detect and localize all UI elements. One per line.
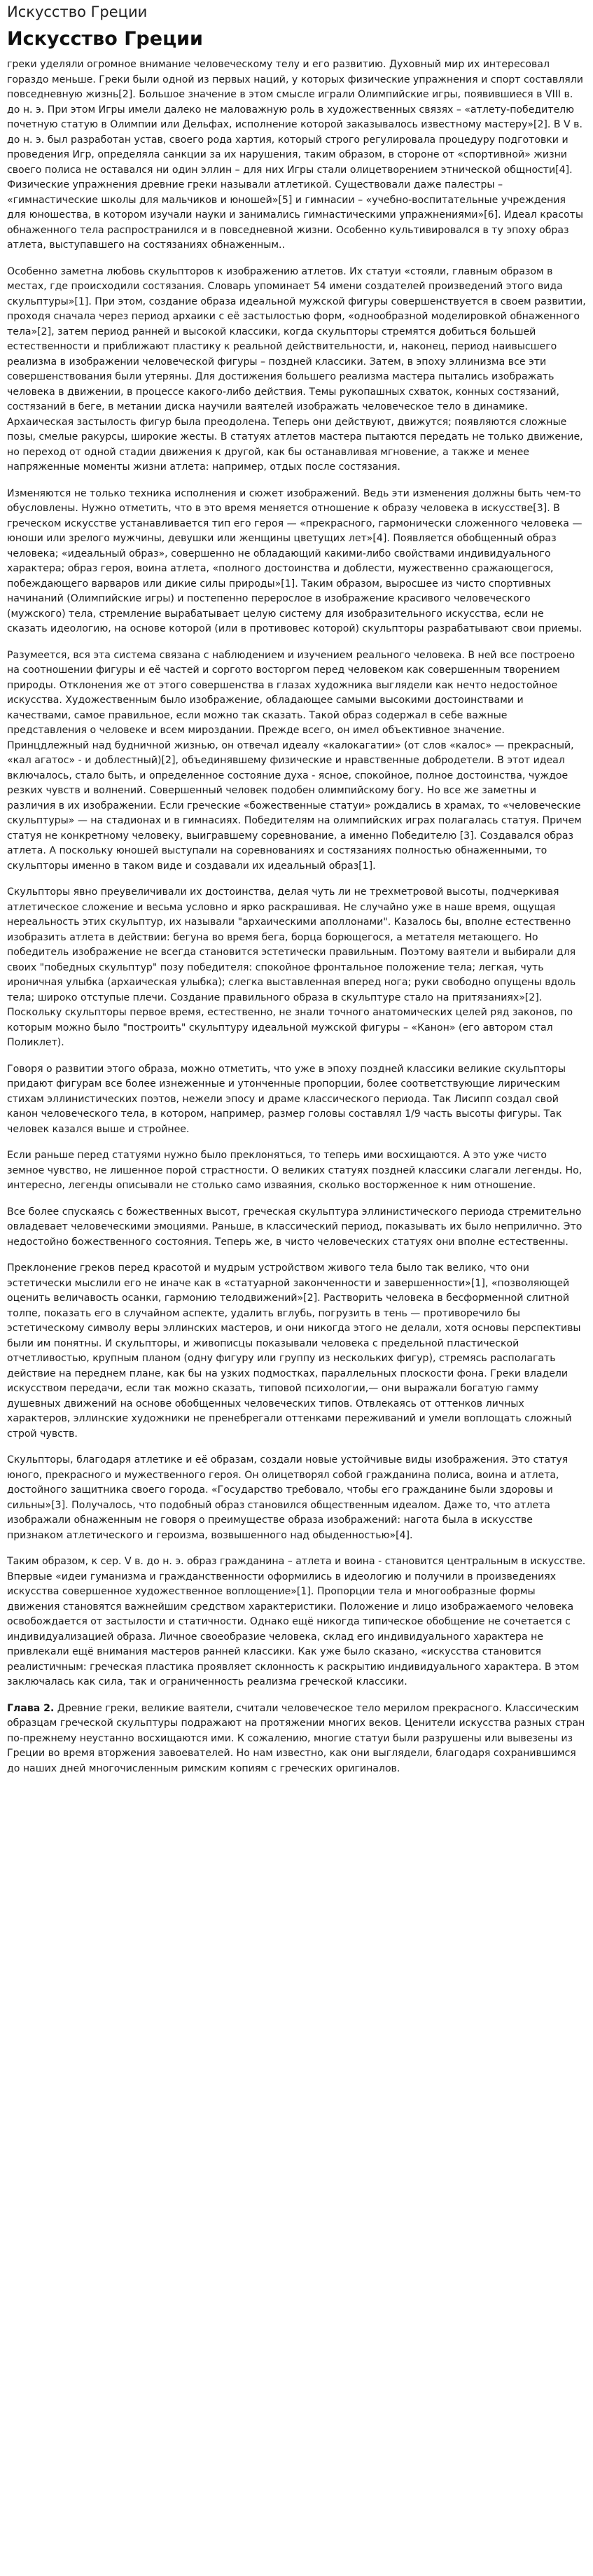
paragraph-8: Все более спускаясь с божественных высот, греческая скульптура эллинистического периода стремительно овладевает человеческими эмоциями. Раньше, в классический период, показывать их было неприлично. Это недостойно божественного состояния. Теперь же, в чисто человеческих статуях они вполне естественны.	[7, 1206, 582, 1248]
chapter-label: Глава 2.	[7, 1702, 55, 1714]
paragraph-12-text: Древние греки, великие ваятели, считали человеческое тело мерилом прекрасного. Классическим образцам греческой скульптуры подражают на протяжении многих веков. Ценители искусства разных стран по-прежнему неустанно восхищаются ими. К сожалению, многие статуи были разрушены или вывезены из Греции во время вторжения завоевателей. Но нам известно, как они выглядели, благодаря сохранившимся до наших дней многочисленным римским копиям с греческих оригиналов.	[7, 1702, 585, 1774]
paragraph-9: Преклонение греков перед красотой и мудрым устройством живого тела было так велико, что они эстетически мыслили его не иначе как в «статуарной законченности и завершенности»[1], «позволяющей оценить величавость осанки, гармонию телодвижений»[2]. Растворить человека в бесформенной слитной толпе, показать его в случайном аспекте, удалить вглубь, погрузить в тень — противоречило бы эстетическому символу веры эллинских мастеров, и они никогда этого не делали, хотя основы перспективы были им понятны. И скульпторы, и живописцы показывали человека с предельной пластической отчетливостью, крупным планом (одну фигуру или группу из нескольких фигур), стремясь располагать действие на переднем плане, как бы на узких подмостках, параллельных плоскости фона. Греки владели искусством передачи, если так можно сказать, типовой психологии,— они выражали богатую гамму душевных движений на основе обобщенных человеческих типов. Отвлекаясь от оттенков личных характеров, эллинские художники не пренебрегали оттенками переживаний и умели воплощать сложный строй чувств.	[7, 1262, 581, 1440]
paragraph-10: Скульпторы, благодаря атлетике и её образам, создали новые устойчивые виды изображения. Это статуя юного, прекрасного и мужественного героя. Он олицетворял собой гражданина полиса, воина и атлета, достойного защитника своего города. «Государство требовало, чтобы его гражданине были здоровы и сильны»[3]. Получалось, что подобный образ становился общественным идеалом. Даже то, что атлета изображали обнаженным не говоря о преимуществе образа изображений: нагота была в искусстве признаком атлетического и героизма, возвышенного над обыденностью»[4].	[7, 1454, 568, 1541]
paragraph-5: Скульпторы явно преувеличивали их достоинства, делая чуть ли не трехметровой высоты, подчеркивая атлетическое сложение и весьма условно и ярко раскрашивая. Не случайно уже в наше время, ощущая нереальность этих скульптур, их называли "архаическими аполлонами". Казалось бы, вполне естественно изобразить атлета в действии: бегуна во время бега, борца борющегося, а метателя метающего. Но победитель изображение не всегда становится эстетически правильным. Поэтому ваятели и выбирали для своих "победных скульптур" позу победителя: спокойное фронтальное положение тела; легкая, чуть ироничная улыбка (архаическая улыбка); слегка выставленная вперед нога; руки свободно опущены вдоль тела; широко отступые плечи. Создание правильного образа в скульптуре стало на притязаниях»[2]. Поскольку скульпторы первое время, естественно, не знали точного анатомических целей ряд законов, по которым можно было "построить" скульптуру идеальной мужской фигуры – «Канон» (его автором стал Поликлет).	[7, 886, 576, 1048]
page-title: Искусство Греции	[7, 28, 203, 50]
paragraph-12	[7, 1701, 586, 1777]
paragraph-7: Если раньше перед статуями нужно было преклоняться, то теперь ими восхищаются. А это уже чисто земное чувство, не лишенное порой страстности. О великих статуях поздней классики слагали легенды. Но, интересно, легенды описывали не столько само изваяния, сколько восторженное к ним отношение.	[7, 1150, 582, 1191]
paragraph-11: Таким образом, к сер. V в. до н. э. образ гражданина – атлета и воина - становится центральным в искусстве. Впервые «идеи гуманизма и гражданственности оформились в идеологию и получили в произведениях искусства совершенное художественное воплощение»[1]. Пропорции тела и многообразные формы движения становятся важнейшим средством характеристики. Положение и лицо изображаемого человека освобождается от застылости и статичности. Однако ещё никогда типическое обобщение не сочетается с индивидуализацией образа. Личное своеобразие человека, склад его индивидуального характера не привлекали ещё внимания мастеров ранней классики. Как уже было сказано, «искусства становится реалистичным: греческая пластика проявляет склонность к раскрытию индивидуального характера. В этом заключалась как сила, так и ограниченность реализма греческой классики.	[7, 1556, 586, 1687]
paragraph-4: Разумеется, вся эта система связана с наблюдением и изучением реального человека. В ней все построено на соотношении фигуры и её частей и соргото восторгом перед человеком как совершенным творением природы. Отклонения же от этого совершенства в глазах художника выглядели как нечто недостойное искусства. Художественным было изображение, обладающее самыми высокими достоинствами и качествами, самое правильное, если можно так сказать. Такой образ содержал в себе важные представления о человеке и всем мироздании. Прежде всего, он имел объективное значение. Принцдлежный над будничной жизнью, он отвечал идеалу «калокагатии» (от слов «калос» — прекрасный, «кал агатос» - и доблестный)[2], объединявшему физические и нравственные добродетели. В этот идеал включалось, стало быть, и определенное состояние духа - ясное, спокойное, полное достоинства, чуждое резких чувств и волнений. Совершенный человек подобен олимпийскому богу. Но все же заметны и различия в их изображении. Если греческие «божественные статуи» рождались в храмах, то «человеческие скульптуры» — на стадионах и в гимнасиях. Победителям на олимпийских играх полагалась статуя. Причем статуя не конкретному человеку, выигравшему соревнование, а именно Победителю [3]. Создавался образ атлета. А поскольку юношей выступали на соревнованиях и состязаниях полностью обнаженными, то скульпторы именно в таком виде и создавали их идеальный образ[1].	[7, 649, 582, 872]
breadcrumb[interactable]: Искусство Греции	[7, 4, 148, 20]
paragraph-3: Изменяются не только техника исполнения и сюжет изображений. Ведь эти изменения должны быть чем-то обусловлены. Нужно отметить, что в это время меняется отношение к образу человека в искусстве[3]. В греческом искусстве устанавливается тип его героя — «прекрасного, гармонически сложенного человека — юноши или зрелого мужчины, девушки или женщины цветущих лет»[4]. Появляется обобщенный образ человека; «идеальный образ», совершенно не обладающий какими-либо свойствами индивидуального характера; образ героя, воина атлета, «полного достоинства и доблести, мужественно сражающегося, побеждающего варваров или дикие силы природы»[1]. Таким образом, выросшее из чисто спортивных начинаний (Олимпийские игры) и постепенно перерослое в изображение красивого человеческого (мужского) тела, стремление вырабатывает целую систему для изобразительного искусства, если не сказать идеологию, на основе которой (или в противовес которой) скульпторы разрабатывают свои приемы.	[7, 487, 582, 634]
paragraph-6: Говоря о развитии этого образа, можно отметить, что уже в эпоху поздней классики великие скульпторы придают фигурам все более изнеженные и утонченные пропорции, более соответствующие лирическим стихам эллинистических поэтов, нежели эпосу и драме классического периода. Так Лисипп создал свой канон человеческого тела, в котором, например, размер головы составлял 1/9 часть высоты фигуры. Так человек казался выше и стройнее.	[7, 1063, 566, 1135]
paragraph-1: греки уделяли огромное внимание человеческому телу и его развитию. Духовный мир их интересовал гораздо меньше. Греки были одной из первых наций, у которых физические упражнения и спорт составляли повседневную жизнь[2]. Большое значение в этом смысле играли Олимпийские игры, появившиеся в VIII в. до н. э. При этом Игры имели далеко не маловажную роль в художественных связях – «атлету-победителю почетную статую в Олимпии или Дельфах, исполнение которой заказывалось известному мастеру»[2]. В V в. до н. э. был разработан устав, своего рода хартия, который строго регулировала процедуру подготовки и проведения Игр, определяла санкции за их нарушения, таким образом, в стороне от «спортивной» жизни своего полиса не оставался ни один эллин – для них Игры стали олицетворением этнической общности[4]. Физические упражнения древние греки называли атлетикой. Существовали даже палестры – «гимнастические школы для мальчиков и юношей»[5] и гимнасии – «учебно-воспитательные учреждения для юношества, в котором изучали науки и занимались гимнастическими упражнениями»[6]. Идеал красоты обнаженного тела распространился и в повседневной жизни. Особенно культивировался в ту эпоху образ атлета, выступавшего на состязаниях обнаженным..	[7, 59, 583, 251]
paragraph-2: Особенно заметна любовь скульпторов к изображению атлетов. Их статуи «стояли, главным образом в местах, где происходили состязания. Словарь упоминает 54 имени создателей произведений этого вида скульптуры»[1]. При этом, создание образа идеальной мужской фигуры совершенствуется в своем развитии, проходя сначала через период архаики с её застылостью форм, «однообразной моделировкой обнаженного тела»[2], затем период ранней и высокой классики, когда скульпторы стремятся добиться большей естественности и приближают пластику к реальной действительности, и, наконец, период наивысшего реализма в изображении человеческой фигуры – поздней классики. Затем, в эпоху эллинизма все эти совершенствования были утеряны. Для достижения большего реализма мастера пытались изображать человека в движении, в процессе какого-либо действия. Темы рукопашных схваток, конных состязаний, состязаний в беге, в метании диска научили ваятелей изображать человеческое тело в динамике. Архаическая застылость фигур была преодолена. Теперь они действуют, движутся; появляются сложные позы, смелые ракурсы, широкие жесты. В статуях атлетов мастера пытаются передать не только движение, но переход от одной стадии движения к другой, как бы останавливая мгновение, а также и менее напряженные моменты жизни атлета: например, отдых после состязания.	[7, 265, 586, 473]
